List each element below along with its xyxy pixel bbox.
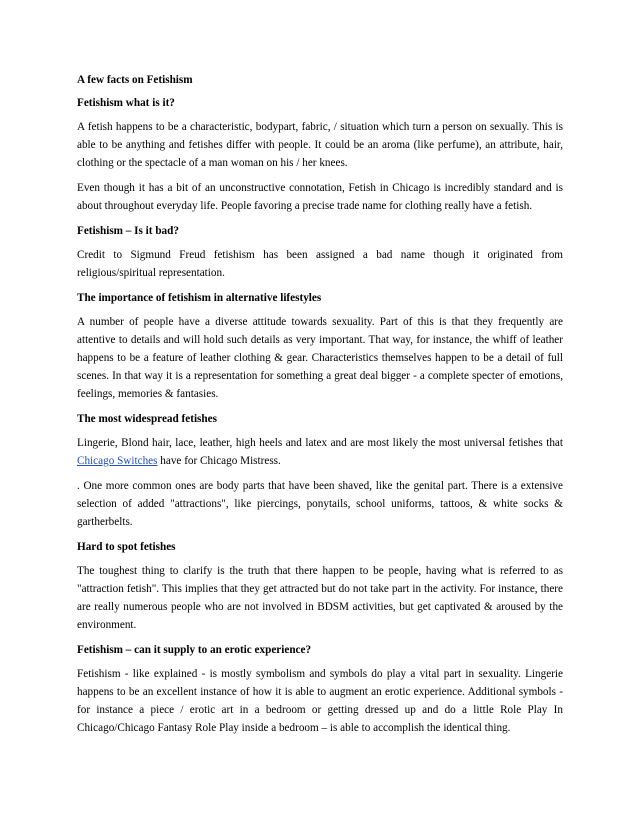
paragraph-text: Lingerie, Blond hair, lace, leather, high heels and latex and are most likely the most universal fetishes that [77,437,563,449]
heading-hard-to-spot: Hard to spot fetishes [77,541,176,553]
heading-is-it-bad: Fetishism – Is it bad? [77,225,179,237]
paragraph: Even though it has a bit of an unconstructive connotation, Fetish in Chicago is incredibly standard and is about throughout everyday life. People favoring a precise trade name for clothing really have a fetish. [77,182,563,212]
heading-what-is-it: Fetishism what is it? [77,97,175,109]
document-page [77,71,563,744]
paragraph: A number of people have a diverse attitude towards sexuality. Part of this is that they frequently are attentive to details and will hold such details as very important. That way, for instance, the whiff of leather happens to be a feature of leather clothing & gear. Characteristics themselves happen to be a detail of full scenes. In that way it is a representation for something a great deal bigger - a complete specter of emotions, feelings, memories & fantasies. [77,316,563,400]
paragraph-with-link [77,434,563,470]
heading-widespread-fetishes: The most widespread fetishes [77,413,217,425]
paragraph: A fetish happens to be a characteristic, bodypart, fabric, / situation which turn a person on sexually. This is able to be anything and fetishes differ with people. It could be an aroma (like perfume), an attribute, hair, clothing or the spectacle of a man woman on his / her knees. [77,121,563,169]
heading-erotic-experience: Fetishism – can it supply to an erotic experience? [77,644,312,656]
paragraph: . One more common ones are body parts that have been shaved, like the genital part. There is a extensive selection of added "attractions", like piercings, ponytails, school uniforms, tattoos, & white socks & gartherbelts. [77,480,563,528]
paragraph: The toughest thing to clarify is the truth that there happen to be people, having what is referred to as "attraction fetish". This implies that they get attracted but do not take part in the activity. For instance, there are really numerous people who are not involved in BDSM activities, but get captivated & aroused by the environment. [77,565,563,631]
paragraph-text: have for Chicago Mistress. [157,455,281,467]
heading-alternative-lifestyles: The importance of fetishism in alternative lifestyles [77,292,322,304]
document-title: A few facts on Fetishism [77,74,193,86]
paragraph: Fetishism - like explained - is mostly symbolism and symbols do play a vital part in sexuality. Lingerie happens to be an excellent instance of how it is able to augment an erotic experience. Additional symbols - for instance a piece / erotic art in a bedroom or getting dressed up and do a little Role Play In Chicago/Chicago Fantasy Role Play inside a bedroom – is able to accomplish the identical thing. [77,668,563,734]
paragraph: Credit to Sigmund Freud fetishism has been assigned a bad name though it originated from religious/spiritual representation. [77,249,563,279]
chicago-switches-link[interactable]: Chicago Switches [77,455,158,467]
